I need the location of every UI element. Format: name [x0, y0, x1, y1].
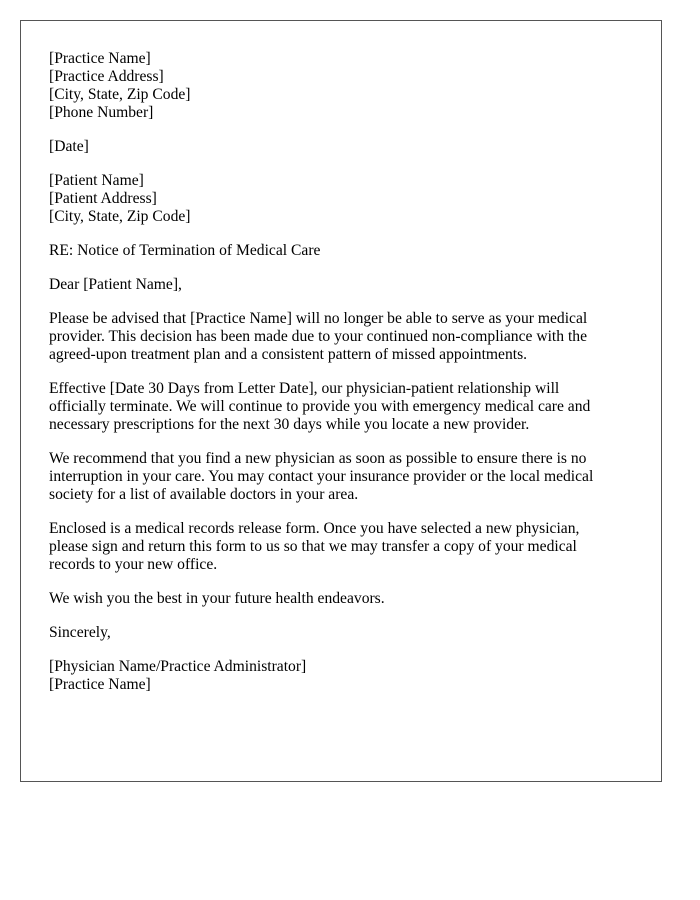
paragraph-line: necessary prescriptions for the next 30 days while you locate a new provider. [49, 416, 530, 433]
recipient-name: [Patient Name] [49, 172, 144, 189]
closing-text: Sincerely, [49, 624, 111, 641]
sender-address-block [49, 50, 639, 122]
recipient-address-block [49, 172, 639, 226]
letter-page [20, 20, 662, 782]
paragraph [49, 310, 639, 364]
paragraph-line: provider. This decision has been made due to your continued non-compliance with the [49, 328, 587, 345]
closing-wish-text: We wish you the best in your future health endeavors. [49, 590, 385, 607]
signature-name: [Physician Name/Practice Administrator] [49, 658, 307, 675]
paragraph [49, 380, 639, 434]
paragraph [49, 450, 639, 504]
sender-practice-name: [Practice Name] [49, 50, 151, 67]
paragraph [49, 520, 639, 574]
signature-practice: [Practice Name] [49, 676, 151, 693]
paragraph-line: records to your new office. [49, 556, 218, 573]
paragraph-line: interruption in your care. You may contact your insurance provider or the local medical [49, 468, 594, 485]
letter-body [49, 50, 639, 710]
sender-phone: [Phone Number] [49, 104, 154, 121]
paragraph-line: Effective [Date 30 Days from Letter Date], our physician-patient relationship will [49, 380, 560, 397]
letter-date [49, 138, 639, 156]
paragraph-line: society for a list of available doctors in your area. [49, 486, 359, 503]
salutation-text: Dear [Patient Name], [49, 276, 182, 293]
sender-practice-address: [Practice Address] [49, 68, 164, 85]
paragraph-line: Please be advised that [Practice Name] will no longer be able to serve as your medical [49, 310, 588, 327]
recipient-address: [Patient Address] [49, 190, 157, 207]
subject-line [49, 242, 639, 260]
sender-city-state-zip: [City, State, Zip Code] [49, 86, 191, 103]
paragraph-line: agreed-upon treatment plan and a consistent pattern of missed appointments. [49, 346, 528, 363]
paragraph-line: We recommend that you find a new physician as soon as possible to ensure there is no [49, 450, 587, 467]
closing [49, 624, 639, 642]
paragraph-line: officially terminate. We will continue to provide you with emergency medical care and [49, 398, 591, 415]
subject-text: RE: Notice of Termination of Medical Care [49, 242, 321, 259]
signature-block [49, 658, 639, 694]
recipient-city-state-zip: [City, State, Zip Code] [49, 208, 191, 225]
paragraph-line: Enclosed is a medical records release form. Once you have selected a new physician, [49, 520, 580, 537]
salutation [49, 276, 639, 294]
closing-wish [49, 590, 639, 608]
date-text: [Date] [49, 138, 89, 155]
paragraph-line: please sign and return this form to us so that we may transfer a copy of your medical [49, 538, 577, 555]
